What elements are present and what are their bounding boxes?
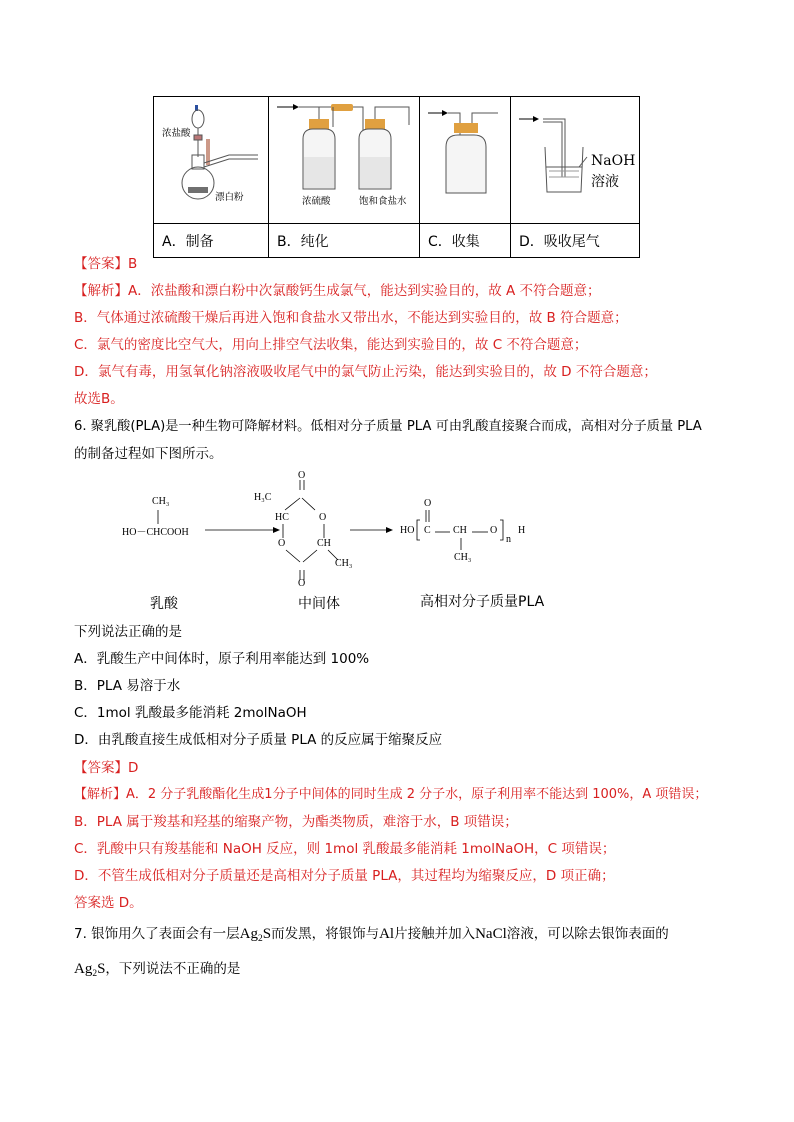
q6-analysis-a: 【解析】A．2 分子乳酸酯化生成1分子中间体的同时生成 2 分子水，原子利用率不能达到 100%，A 项错误； [74, 787, 708, 802]
q7-ag2s-sub: 2 [258, 934, 263, 944]
lactic-acid-caption: 乳酸 [150, 596, 178, 612]
cell-d-image [511, 97, 640, 224]
pla-carbonyl-o: O [424, 498, 432, 509]
q6-stem-line1: 6. 聚乳酸(PLA)是一种生物可降解材料。低相对分子质量 PLA 可由乳酸直接聚合而成，高相对分子质量 PLA [74, 419, 702, 434]
pla-n: n [506, 534, 511, 545]
mid-ch: CH [317, 538, 331, 549]
q6-analysis-c: C．乳酸中只有羧基能和 NaOH 反应，则 1mol 乳酸最多能消耗 1molNaOH，C 项错误； [74, 841, 616, 857]
q7-stem-line2 [74, 959, 240, 984]
mid-ring-o1: O [319, 512, 327, 523]
q6-answer: 【答案】D [74, 760, 139, 776]
mid-top-o: O [298, 470, 306, 481]
mid-hc: HC [275, 512, 289, 523]
pla-ester-o: O [490, 525, 498, 536]
reaction-scheme [110, 470, 570, 620]
caption-d: D．吸收尾气 [511, 224, 640, 258]
q7-text-e: ，下列说法不正确的是 [105, 961, 241, 977]
label-conc-hcl: 浓盐酸 [162, 128, 191, 139]
q6-stem-line2: 的制备过程如下图所示。 [74, 446, 223, 462]
q7-text-d: 溶液，可以除去银饰表面的 [506, 926, 669, 942]
q5-analysis-c: C．氯气的密度比空气大，用向上排空气法收集，能达到实验目的，故 C 不符合题意； [74, 337, 588, 353]
q7-line2-sub: 2 [92, 969, 98, 979]
q7-text-b: 而发黑，将银饰与 [271, 926, 380, 942]
q7-ag2s-ag: Ag [239, 926, 259, 942]
lactic-formula: HO－CHCOOH [122, 527, 189, 538]
caption-b: B．纯化 [269, 224, 420, 258]
q7-text-a: 7. 银饰用久了表面会有一层 [74, 926, 240, 942]
q5-answer: 【答案】B [74, 256, 138, 272]
chlorine-generator-diagram [154, 97, 268, 219]
q7-nacl: NaCl [475, 926, 507, 942]
label-saturated-brine: 饱和食盐水 [359, 196, 407, 207]
label-naoh: NaOH [591, 153, 636, 169]
caption-a: A．制备 [154, 224, 269, 258]
q6-analysis-d: D．不管生成低相对分子质量还是高相对分子质量 PLA，其过程均为缩聚反应，D 项正确； [74, 868, 615, 884]
q7-text-c: 片接触并加入 [394, 926, 476, 942]
pla-ch3: CH₃ [454, 552, 472, 563]
q7-al: Al [379, 926, 395, 942]
q6-option-b: B．PLA 易溶于水 [74, 678, 181, 694]
pla-ho: HO [400, 525, 415, 536]
pla-h: H [518, 525, 526, 536]
label-conc-sulfuric: 浓硫酸 [302, 196, 331, 207]
pla-caption: 高相对分子质量PLA [420, 594, 545, 610]
pla-ch: CH [453, 525, 467, 536]
q6-analysis-b: B．PLA 属于羧基和羟基的缩聚产物，为酯类物质，难溶于水，B 项错误； [74, 814, 518, 830]
q6-option-d: D．由乳酸直接生成低相对分子质量 PLA 的反应属于缩聚反应 [74, 732, 443, 748]
q5-analysis-a: 【解析】A．浓盐酸和漂白粉中次氯酸钙生成氯气，能达到实验目的，故 A 不符合题意； [74, 283, 601, 299]
q6-prompt: 下列说法正确的是 [74, 624, 182, 640]
intermediate-caption: 中间体 [298, 596, 340, 612]
lactic-ch3: CH₃ [152, 496, 170, 507]
q7-stem-line1 [74, 924, 669, 949]
mid-bottom-o: O [298, 578, 306, 589]
q6-conclusion: 答案选 D。 [74, 895, 143, 911]
q7-line2-ag: Ag [74, 961, 93, 977]
cell-b-image [269, 97, 420, 224]
caption-c: C．收集 [420, 224, 511, 258]
q5-analysis-b: B．气体通过浓硫酸干燥后再进入饱和食盐水又带出水，不能达到实验目的，故 B 符合题意； [74, 310, 628, 326]
cell-a-image [154, 97, 269, 224]
q5-analysis-d: D．氯气有毒，用氢氧化钠溶液吸收尾气中的氯气防止污染，能达到实验目的，故 D 不符合题意； [74, 364, 657, 380]
q7-ag2s-s: S [262, 926, 272, 942]
q5-conclusion: 故选B。 [74, 391, 124, 407]
mid-ring-o2: O [278, 538, 286, 549]
apparatus-table [153, 96, 640, 258]
q7-line2-s: S [97, 961, 106, 977]
q6-option-c: C．1mol 乳酸最多能消耗 2molNaOH [74, 705, 307, 721]
cell-c-image [420, 97, 511, 224]
gas-collection-bottle-diagram [420, 97, 510, 219]
mid-h3c: H₃C [254, 492, 272, 503]
label-solution: 溶液 [591, 174, 619, 190]
pla-c: C [424, 525, 431, 536]
mid-ch3: CH₃ [335, 558, 353, 569]
label-bleaching-powder: 漂白粉 [215, 192, 244, 203]
q6-option-a: A．乳酸生产中间体时，原子利用率能达到 100% [74, 651, 370, 667]
